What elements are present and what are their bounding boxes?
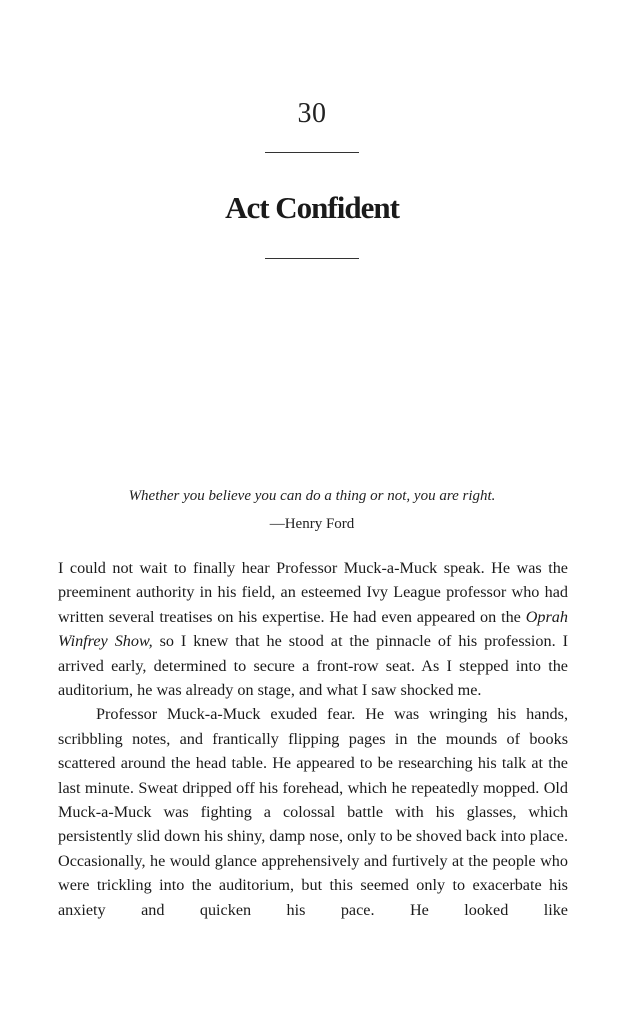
- epigraph-attribution: —Henry Ford: [269, 516, 355, 532]
- paragraph-1-italic-title: Oprah Winfrey Show,: [58, 607, 568, 651]
- epigraph-quote: Whether you believe you can do a thing or not, you are right.: [128, 488, 496, 504]
- paragraph-1-text-start: I could not wait to finally hear Professor Muck-a-Muck speak. He was the preeminent authority in his field, an esteemed Ivy League professor who had written several treatises on his expertise. He had even appeared on the: [58, 559, 568, 626]
- chapter-title: Act Confident: [225, 190, 399, 225]
- chapter-number: 30: [297, 98, 327, 129]
- paragraph-1: [58, 556, 568, 702]
- body-text: [58, 556, 568, 922]
- paragraph-2: Professor Muck-a-Muck exuded fear. He was wringing his hands, scribbling notes, and frantically flipping pages in the mounds of books scattered around the head table. He appeared to be researching his talk at the last minute. Sweat dripped off his forehead, which he repeatedly mopped. Old Muck-a-Muck was fighting a colossal battle with his glasses, which persistently slid down his shiny, damp nose, only to be shoved back into place. Occasionally, he would glance apprehensively and furtively at the people who were trickling into the auditorium, but this seemed only to exacerbate his anxiety and quicken his pace. He looked like: [58, 705, 568, 919]
- paragraph-1-text-end: so I knew that he stood at the pinnacle of his profession. I arrived early, determined to secure a front-row seat. As I stepped into the auditorium, he was already on stage, and what I saw shocked me.: [58, 632, 569, 700]
- top-divider: [265, 152, 359, 153]
- bottom-divider: [265, 258, 359, 259]
- epigraph: [60, 486, 564, 534]
